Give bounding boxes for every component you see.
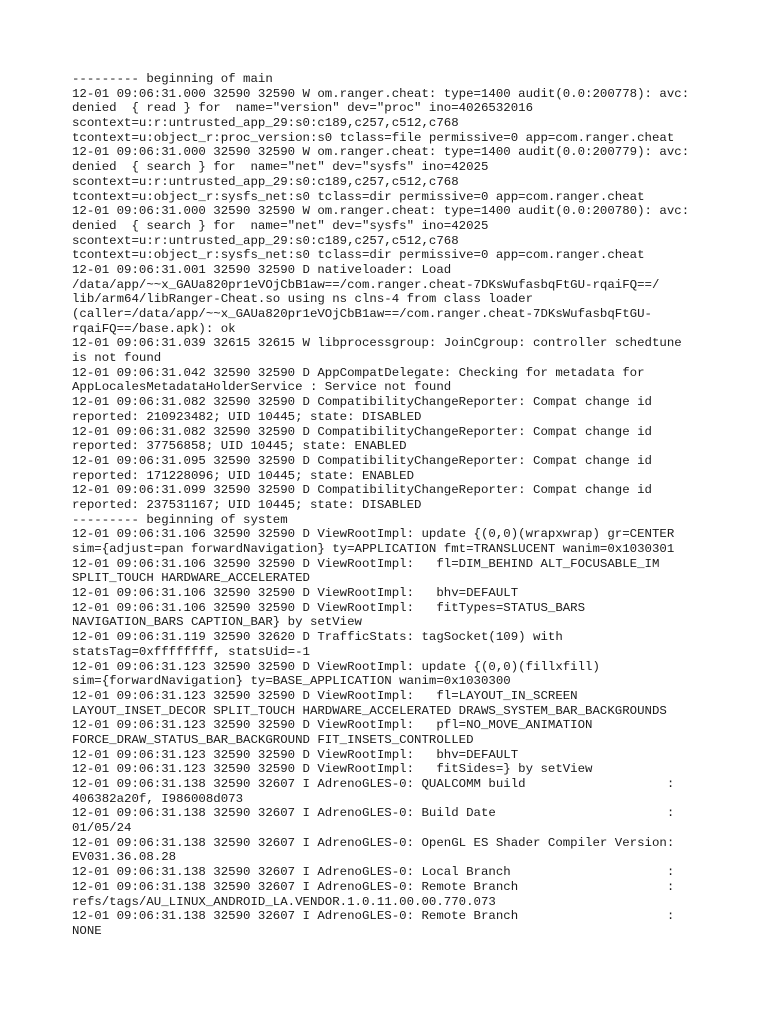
log-line: is not found — [72, 351, 162, 366]
log-line: 12-01 09:06:31.123 32590 32590 D ViewRootImpl: fitSides=} by setView — [72, 762, 593, 777]
log-line: scontext=u:r:untrusted_app_29:s0:c189,c257,c512,c768 — [72, 174, 459, 189]
log-line: tcontext=u:object_r:sysfs_net:s0 tclass=dir permissive=0 app=com.ranger.cheat — [72, 248, 645, 263]
log-line: statsTag=0xffffffff, statsUid=-1 — [72, 644, 310, 659]
log-line: 12-01 09:06:31.000 32590 32590 W om.ranger.cheat: type=1400 audit(0.0:200780): avc: — [72, 204, 690, 219]
log-line: 12-01 09:06:31.138 32590 32607 I AdrenoGLES-0: Remote Branch : — [72, 879, 675, 894]
log-line: 12-01 09:06:31.039 32615 32615 W libprocessgroup: JoinCgroup: controller schedtune — [72, 336, 682, 351]
log-line: 12-01 09:06:31.138 32590 32607 I AdrenoGLES-0: QUALCOMM build : — [72, 777, 675, 791]
log-line: 406382a20f, I986008d073 — [72, 791, 244, 806]
log-line: 12-01 09:06:31.123 32590 32590 D ViewRootImpl: fl=LAYOUT_IN_SCREEN — [72, 688, 578, 703]
log-line: 12-01 09:06:31.000 32590 32590 W om.ranger.cheat: type=1400 audit(0.0:200779): avc: — [72, 145, 690, 160]
log-line: (caller=/data/app/~~x_GAUa820pr1eVOjCbB1aw==/com.ranger.cheat-7DKsWufasbqFtGU- — [72, 307, 652, 321]
log-line: 12-01 09:06:31.001 32590 32590 D nativeloader: Load — [72, 262, 452, 277]
log-line: --------- beginning of system — [72, 512, 288, 527]
log-line: 12-01 09:06:31.106 32590 32590 D ViewRootImpl: bhv=DEFAULT — [72, 586, 519, 601]
log-line: /data/app/~~x_GAUa820pr1eVOjCbB1aw==/com.ranger.cheat-7DKsWufasbqFtGU-rqaiFQ==/ — [72, 277, 660, 292]
log-line: reported: 37756858; UID 10445; state: ENABLED — [72, 439, 407, 454]
log-line: 12-01 09:06:31.082 32590 32590 D CompatibilityChangeReporter: Compat change id — [72, 395, 652, 410]
log-line: 12-01 09:06:31.123 32590 32590 D ViewRootImpl: bhv=DEFAULT — [72, 747, 519, 762]
log-line: tcontext=u:object_r:proc_version:s0 tclass=file permissive=0 app=com.ranger.cheat — [72, 130, 675, 145]
log-line: rqaiFQ==/base.apk): ok — [72, 321, 236, 336]
log-line: NONE — [72, 923, 102, 938]
log-line: 12-01 09:06:31.106 32590 32590 D ViewRootImpl: update {(0,0)(wrapxwrap) gr=CENTER — [72, 527, 675, 542]
log-line: FORCE_DRAW_STATUS_BAR_BACKGROUND FIT_INSETS_CONTROLLED — [72, 732, 474, 747]
log-line: 12-01 09:06:31.138 32590 32607 I AdrenoGLES-0: Remote Branch : — [72, 909, 675, 924]
log-line: denied { read } for name="version" dev="proc" ino=4026532016 — [72, 101, 534, 116]
log-line: 12-01 09:06:31.123 32590 32590 D ViewRootImpl: update {(0,0)(fillxfill) — [72, 659, 600, 674]
log-line: lib/arm64/libRanger-Cheat.so using ns clns-4 from class loader — [72, 292, 534, 307]
log-line: scontext=u:r:untrusted_app_29:s0:c189,c257,c512,c768 — [72, 233, 459, 248]
log-line: NAVIGATION_BARS CAPTION_BAR} by setView — [72, 615, 362, 630]
log-line: sim={adjust=pan forwardNavigation} ty=APPLICATION fmt=TRANSLUCENT wanim=0x1030301 — [72, 542, 675, 556]
log-line: 12-01 09:06:31.138 32590 32607 I AdrenoGLES-0: Build Date : — [72, 806, 675, 821]
log-line: denied { search } for name="net" dev="sysfs" ino=42025 — [72, 218, 489, 233]
log-line: 12-01 09:06:31.099 32590 32590 D CompatibilityChangeReporter: Compat change id — [72, 483, 652, 498]
log-line: LAYOUT_INSET_DECOR SPLIT_TOUCH HARDWARE_ACCELERATED DRAWS_SYSTEM_BAR_BACKGROUNDS — [72, 703, 667, 718]
log-line: 12-01 09:06:31.138 32590 32607 I AdrenoGLES-0: OpenGL ES Shader Compiler Version: — [72, 835, 675, 850]
log-line: scontext=u:r:untrusted_app_29:s0:c189,c257,c512,c768 — [72, 116, 459, 131]
log-line: --------- beginning of main — [72, 72, 273, 86]
log-line: 12-01 09:06:31.042 32590 32590 D AppCompatDelegate: Checking for metadata for — [72, 365, 645, 380]
log-line: reported: 171228096; UID 10445; state: ENABLED — [72, 468, 415, 483]
log-line: 12-01 09:06:31.082 32590 32590 D CompatibilityChangeReporter: Compat change id — [72, 424, 652, 439]
log-line: SPLIT_TOUCH HARDWARE_ACCELERATED — [72, 571, 310, 586]
log-line: 12-01 09:06:31.000 32590 32590 W om.ranger.cheat: type=1400 audit(0.0:200778): avc: — [72, 86, 690, 101]
logcat-output — [72, 72, 712, 939]
log-line: 12-01 09:06:31.138 32590 32607 I AdrenoGLES-0: Local Branch : — [72, 865, 675, 880]
log-line: 12-01 09:06:31.106 32590 32590 D ViewRootImpl: fl=DIM_BEHIND ALT_FOCUSABLE_IM — [72, 556, 660, 571]
log-line: EV031.36.08.28 — [72, 850, 177, 865]
log-line: reported: 237531167; UID 10445; state: DISABLED — [72, 497, 422, 512]
log-line: refs/tags/AU_LINUX_ANDROID_LA.VENDOR.1.0.11.00.00.770.073 — [72, 894, 496, 909]
log-line: AppLocalesMetadataHolderService : Service not found — [72, 380, 452, 395]
log-line: 12-01 09:06:31.119 32590 32620 D TrafficStats: tagSocket(109) with — [72, 630, 563, 645]
log-line: sim={forwardNavigation} ty=BASE_APPLICATION wanim=0x1030300 — [72, 674, 511, 689]
log-line: 12-01 09:06:31.095 32590 32590 D CompatibilityChangeReporter: Compat change id — [72, 453, 652, 468]
log-line: 12-01 09:06:31.123 32590 32590 D ViewRootImpl: pfl=NO_MOVE_ANIMATION — [72, 718, 593, 733]
log-line: reported: 210923482; UID 10445; state: DISABLED — [72, 409, 422, 424]
log-line: 01/05/24 — [72, 821, 132, 836]
log-line: tcontext=u:object_r:sysfs_net:s0 tclass=dir permissive=0 app=com.ranger.cheat — [72, 189, 645, 204]
log-line: denied { search } for name="net" dev="sysfs" ino=42025 — [72, 160, 489, 175]
log-line: 12-01 09:06:31.106 32590 32590 D ViewRootImpl: fitTypes=STATUS_BARS — [72, 600, 586, 615]
